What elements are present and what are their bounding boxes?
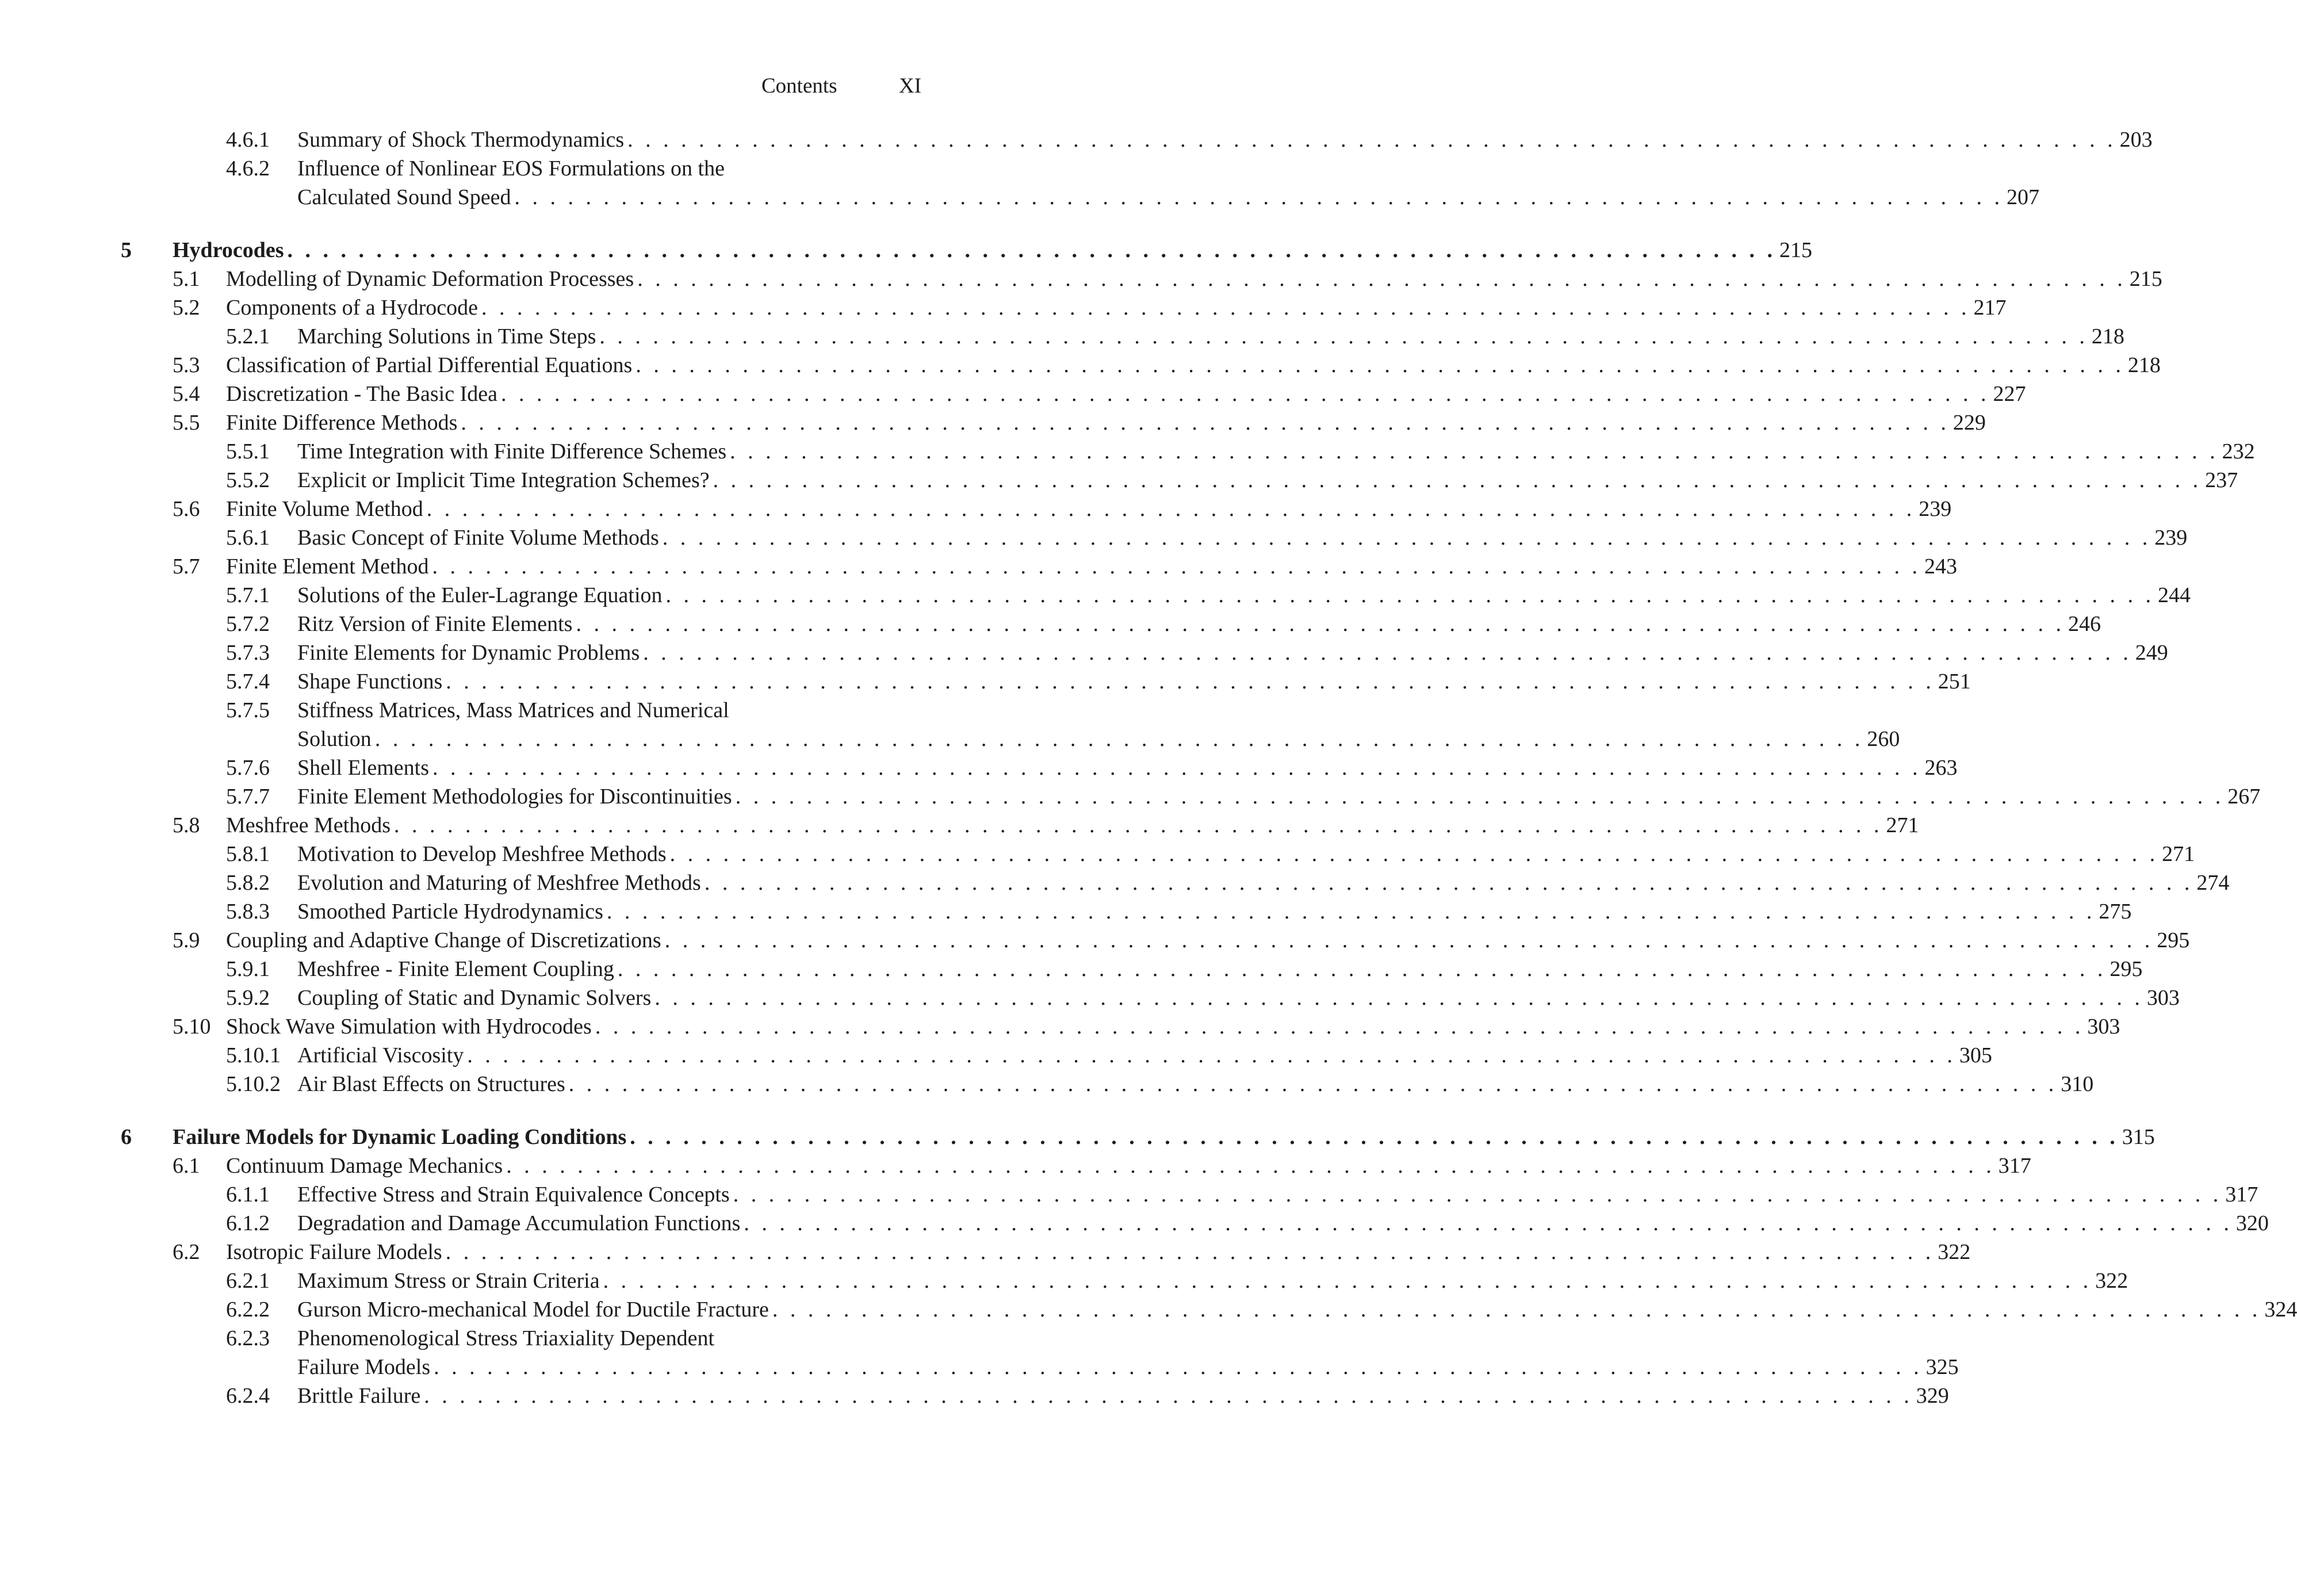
entry-page: 267 xyxy=(2227,784,2261,809)
dot-leader: . . . . . . . . . . . . . . . . . . . . . . . . . . . . . . . . . . . . . . . . . . . . . . . . . . . . . . . . . . . . . . . . . . . . . . . . . . . . . . . . . . . . xyxy=(665,583,2155,607)
entry-page: 295 xyxy=(2110,957,2143,981)
entry-title: Meshfree - Finite Element Coupling xyxy=(297,957,614,981)
entry-title: Air Blast Effects on Structures xyxy=(297,1072,565,1096)
entry-number: 5.8.1 xyxy=(226,842,270,866)
toc-entry[interactable] xyxy=(0,1238,1971,1266)
toc-entry[interactable] xyxy=(0,380,2026,408)
toc-entry[interactable] xyxy=(0,265,2162,293)
entry-number: 5.5.2 xyxy=(226,468,270,492)
entry-title: Finite Element Methodologies for Discontinuities xyxy=(297,784,732,809)
dot-leader: . . . . . . . . . . . . . . . . . . . . . . . . . . . . . . . . . . . . . . . . . . . . . . . . . . . . . . . . . . . . . . . . . . . . . . . . . . . . . . . . . . . . xyxy=(514,185,2003,209)
dot-leader: . . . . . . . . . . . . . . . . . . . . . . . . . . . . . . . . . . . . . . . . . . . . . . . . . . . . . . . . . . . . . . . . . . . . . . . . . . . . . . . . . . . . xyxy=(287,238,1777,262)
entry-title: Time Integration with Finite Difference Schemes xyxy=(297,439,727,464)
chapter-title: Hydrocodes xyxy=(173,238,284,262)
toc-entry[interactable] xyxy=(0,610,2101,638)
toc-entry[interactable] xyxy=(0,495,1952,523)
toc-entry[interactable] xyxy=(0,322,2124,351)
entry-page: 218 xyxy=(2127,353,2161,377)
entry-title: Gurson Micro-mechanical Model for Ductile Fracture xyxy=(297,1298,769,1322)
entry-number: 5.8 xyxy=(173,813,200,837)
entry-number: 5.1 xyxy=(173,267,200,291)
toc-entry[interactable] xyxy=(0,1295,2297,1324)
entry-page: 237 xyxy=(2205,468,2238,492)
entry-number: 5.8.2 xyxy=(226,871,270,895)
entry-number: 5.7.7 xyxy=(226,784,270,809)
dot-leader: . . . . . . . . . . . . . . . . . . . . . . . . . . . . . . . . . . . . . . . . . . . . . . . . . . . . . . . . . . . . . . . . . . . . . . . . . . . . . . . . . . . . xyxy=(654,986,2143,1010)
entry-page: 315 xyxy=(2122,1125,2155,1149)
dot-leader: . . . . . . . . . . . . . . . . . . . . . . . . . . . . . . . . . . . . . . . . . . . . . . . . . . . . . . . . . . . . . . . . . . . . . . . . . . . . . . . . . . . . xyxy=(576,612,2065,636)
entry-page: 325 xyxy=(1925,1355,1959,1379)
entry-page: 324 xyxy=(2264,1298,2297,1322)
toc-entry[interactable] xyxy=(0,1324,1057,1353)
dot-leader: . . . . . . . . . . . . . . . . . . . . . . . . . . . . . . . . . . . . . . . . . . . . . . . . . . . . . . . . . . . . . . . . . . . . . . . . . . . . . . . . . . . . xyxy=(603,1269,2092,1293)
entry-title: Explicit or Implicit Time Integration Schemes? xyxy=(297,468,710,492)
entry-title: Solution xyxy=(297,727,372,751)
dot-leader: . . . . . . . . . . . . . . . . . . . . . . . . . . . . . . . . . . . . . . . . . . . . . . . . . . . . . . . . . . . . . . . . . . . . . . . . . . . . . . . . . . . . xyxy=(506,1154,1995,1178)
entry-number: 5.5.1 xyxy=(226,439,270,464)
dot-leader: . . . . . . . . . . . . . . . . . . . . . . . . . . . . . . . . . . . . . . . . . . . . . . . . . . . . . . . . . . . . . . . . . . . . . . . . . . . . . . . . . . . . xyxy=(393,813,1883,837)
entry-page: 217 xyxy=(1973,296,2007,320)
entry-page: 227 xyxy=(1993,382,2026,406)
entry-title: Effective Stress and Strain Equivalence Concepts xyxy=(297,1182,730,1207)
entry-page: 260 xyxy=(1867,727,1900,751)
entry-page: 317 xyxy=(2225,1182,2258,1207)
entry-number: 5.8.3 xyxy=(226,900,270,924)
dot-leader: . . . . . . . . . . . . . . . . . . . . . . . . . . . . . . . . . . . . . . . . . . . . . . . . . . . . . . . . . . . . . . . . . . . . . . . . . . . . . . . . . . . . xyxy=(635,353,2124,377)
entry-number: 5.9 xyxy=(173,928,200,952)
dot-leader: . . . . . . . . . . . . . . . . . . . . . . . . . . . . . . . . . . . . . . . . . . . . . . . . . . . . . . . . . . . . . . . . . . . . . . . . . . . . . . . . . . . . xyxy=(606,900,2096,924)
entry-title: Shock Wave Simulation with Hydrocodes xyxy=(226,1015,592,1039)
dot-leader: . . . . . . . . . . . . . . . . . . . . . . . . . . . . . . . . . . . . . . . . . . . . . . . . . . . . . . . . . . . . . . . . . . . . . . . . . . . . . . . . . . . . xyxy=(424,1384,1913,1408)
entry-title: Marching Solutions in Time Steps xyxy=(297,324,596,349)
entry-number: 5.7.1 xyxy=(226,583,270,607)
entry-title: Maximum Stress or Strain Criteria xyxy=(297,1269,600,1293)
entry-number: 5.10.1 xyxy=(226,1043,281,1067)
entry-page: 303 xyxy=(2087,1015,2120,1039)
toc-entry-continuation[interactable] xyxy=(0,725,1900,753)
entry-title: Ritz Version of Finite Elements xyxy=(297,612,573,636)
entry-page: 239 xyxy=(1919,497,1952,521)
entry-page: 232 xyxy=(2222,439,2255,464)
toc-entry[interactable] xyxy=(0,983,2180,1012)
toc-entry[interactable] xyxy=(0,1041,1992,1070)
entry-page: 249 xyxy=(2135,641,2168,665)
dot-leader: . . . . . . . . . . . . . . . . . . . . . . . . . . . . . . . . . . . . . . . . . . . . . . . . . . . . . . . . . . . . . . . . . . . . . . . . . . . . . . . . . . . . xyxy=(664,928,2154,952)
entry-title: Coupling and Adaptive Change of Discretizations xyxy=(226,928,661,952)
dot-leader: . . . . . . . . . . . . . . . . . . . . . . . . . . . . . . . . . . . . . . . . . . . . . . . . . . . . . . . . . . . . . . . . . . . . . . . . . . . . . . . . . . . . xyxy=(426,497,1916,521)
toc-entry[interactable] xyxy=(0,1151,2031,1180)
entry-page: 243 xyxy=(1924,554,1958,579)
entry-number: 6.2.4 xyxy=(226,1384,270,1408)
toc-entry[interactable] xyxy=(0,696,1057,725)
entry-page: 215 xyxy=(1779,238,1813,262)
entry-number: 5.4 xyxy=(173,382,200,406)
entry-title: Components of a Hydrocode xyxy=(226,296,478,320)
entry-title: Degradation and Damage Accumulation Functions xyxy=(297,1211,741,1235)
entry-number: 5.7.2 xyxy=(226,612,270,636)
dot-leader: . . . . . . . . . . . . . . . . . . . . . . . . . . . . . . . . . . . . . . . . . . . . . . . . . . . . . . . . . . . . . . . . . . . . . . . . . . . . . . . . . . . . xyxy=(481,296,1970,320)
entry-title: Summary of Shock Thermodynamics xyxy=(297,128,625,152)
toc-entry[interactable] xyxy=(0,351,2161,380)
entry-page: 203 xyxy=(2119,128,2153,152)
dot-leader: . . . . . . . . . . . . . . . . . . . . . . . . . . . . . . . . . . . . . . . . . . . . . . . . . . . . . . . . . . . . . . . . . . . . . . . . . . . . . . . . . . . . xyxy=(733,1182,2222,1207)
running-header-title: Contents xyxy=(761,74,837,98)
entry-number: 5.9.1 xyxy=(226,957,270,981)
toc-entry[interactable] xyxy=(0,154,1057,183)
dot-leader: . . . . . . . . . . . . . . . . . . . . . . . . . . . . . . . . . . . . . . . . . . . . . . . . . . . . . . . . . . . . . . . . . . . . . . . . . . . . . . . . . . . . xyxy=(744,1211,2233,1235)
entry-number: 6.2.2 xyxy=(226,1298,270,1322)
toc-entry[interactable] xyxy=(0,955,2143,983)
entry-page: 246 xyxy=(2068,612,2101,636)
entry-title: Stiffness Matrices, Mass Matrices and Numerical xyxy=(297,698,729,722)
toc-entry[interactable] xyxy=(0,1381,1949,1410)
entry-page: 274 xyxy=(2196,871,2230,895)
toc-entry[interactable] xyxy=(0,811,1919,840)
entry-number: 5.5 xyxy=(173,411,200,435)
entry-title: Brittle Failure xyxy=(297,1384,421,1408)
entry-page: 244 xyxy=(2158,583,2191,607)
entry-title: Discretization - The Basic Idea xyxy=(226,382,497,406)
entry-title: Solutions of the Euler-Lagrange Equation xyxy=(297,583,663,607)
dot-leader: . . . . . . . . . . . . . . . . . . . . . . . . . . . . . . . . . . . . . . . . . . . . . . . . . . . . . . . . . . . . . . . . . . . . . . . . . . . . . . . . . . . . xyxy=(445,1240,1935,1264)
entry-title: Smoothed Particle Hydrodynamics xyxy=(297,900,603,924)
entry-page: 320 xyxy=(2235,1211,2269,1235)
entry-number: 5.10 xyxy=(173,1015,211,1039)
entry-number: 5.2.1 xyxy=(226,324,270,349)
entry-title: Shape Functions xyxy=(297,669,443,694)
entry-title: Finite Difference Methods xyxy=(226,411,458,435)
entry-page: 310 xyxy=(2061,1072,2094,1096)
entry-page: 303 xyxy=(2146,986,2180,1010)
dot-leader: . . . . . . . . . . . . . . . . . . . . . . . . . . . . . . . . . . . . . . . . . . . . . . . . . . . . . . . . . . . . . . . . . . . . . . . . . . . . . . . . . . . . xyxy=(704,871,2193,895)
toc-entry[interactable] xyxy=(0,926,2190,955)
entry-title: Evolution and Maturing of Meshfree Methods xyxy=(297,871,701,895)
toc-entry[interactable] xyxy=(0,897,2132,926)
entry-number: 5.6.1 xyxy=(226,526,270,550)
entry-title: Finite Elements for Dynamic Problems xyxy=(297,641,640,665)
entry-page: 218 xyxy=(2091,324,2124,349)
dot-leader: . . . . . . . . . . . . . . . . . . . . . . . . . . . . . . . . . . . . . . . . . . . . . . . . . . . . . . . . . . . . . . . . . . . . . . . . . . . . . . . . . . . . xyxy=(730,439,2219,464)
toc-entry[interactable] xyxy=(0,125,2153,154)
dot-leader: . . . . . . . . . . . . . . . . . . . . . . . . . . . . . . . . . . . . . . . . . . . . . . . . . . . . . . . . . . . . . . . . . . . . . . . . . . . . . . . . . . . . xyxy=(595,1015,2084,1039)
toc-entry[interactable] xyxy=(0,753,1958,782)
dot-leader: . . . . . . . . . . . . . . . . . . . . . . . . . . . . . . . . . . . . . . . . . . . . . . . . . . . . . . . . . . . . . . . . . . . . . . . . . . . . . . . . . . . . xyxy=(568,1072,2058,1096)
dot-leader: . . . . . . . . . . . . . . . . . . . . . . . . . . . . . . . . . . . . . . . . . . . . . . . . . . . . . . . . . . . . . . . . . . . . . . . . . . . . . . . . . . . . xyxy=(374,727,1864,751)
entry-title: Classification of Partial Differential Equations xyxy=(226,353,633,377)
dot-leader: . . . . . . . . . . . . . . . . . . . . . . . . . . . . . . . . . . . . . . . . . . . . . . . . . . . . . . . . . . . . . . . . . . . . . . . . . . . . . . . . . . . . xyxy=(630,1125,2119,1149)
entry-number: 6.1 xyxy=(173,1154,200,1178)
entry-page: 317 xyxy=(1998,1154,2031,1178)
entry-page: 305 xyxy=(1959,1043,1992,1067)
entry-number: 5.7.6 xyxy=(226,756,270,780)
toc-entry[interactable] xyxy=(0,466,2238,495)
toc-entry[interactable] xyxy=(0,552,1958,581)
entry-page: 207 xyxy=(2006,185,2039,209)
entry-title: Motivation to Develop Meshfree Methods xyxy=(297,842,667,866)
entry-page: 239 xyxy=(2154,526,2188,550)
entry-number: 5.7.5 xyxy=(226,698,270,722)
entry-page: 263 xyxy=(1924,756,1958,780)
dot-leader: . . . . . . . . . . . . . . . . . . . . . . . . . . . . . . . . . . . . . . . . . . . . . . . . . . . . . . . . . . . . . . . . . . . . . . . . . . . . . . . . . . . . xyxy=(669,842,2159,866)
entry-page: 251 xyxy=(1938,669,1971,694)
entry-title: Phenomenological Stress Triaxiality Dependent xyxy=(297,1326,715,1350)
entry-number: 5.7.3 xyxy=(226,641,270,665)
toc-entry[interactable] xyxy=(0,523,2188,552)
dot-leader: . . . . . . . . . . . . . . . . . . . . . . . . . . . . . . . . . . . . . . . . . . . . . . . . . . . . . . . . . . . . . . . . . . . . . . . . . . . . . . . . . . . . xyxy=(735,784,2225,809)
dot-leader: . . . . . . . . . . . . . . . . . . . . . . . . . . . . . . . . . . . . . . . . . . . . . . . . . . . . . . . . . . . . . . . . . . . . . . . . . . . . . . . . . . . . xyxy=(643,641,2132,665)
entry-number: 4.6.1 xyxy=(226,128,270,152)
entry-number: 5.7.4 xyxy=(226,669,270,694)
toc-entry[interactable] xyxy=(0,1070,2094,1099)
entry-page: 322 xyxy=(1938,1240,1971,1264)
dot-leader: . . . . . . . . . . . . . . . . . . . . . . . . . . . . . . . . . . . . . . . . . . . . . . . . . . . . . . . . . . . . . . . . . . . . . . . . . . . . . . . . . . . . xyxy=(617,957,2107,981)
toc-entry[interactable] xyxy=(0,437,2255,466)
entry-title: Failure Models xyxy=(297,1355,431,1379)
dot-leader: . . . . . . . . . . . . . . . . . . . . . . . . . . . . . . . . . . . . . . . . . . . . . . . . . . . . . . . . . . . . . . . . . . . . . . . . . . . . . . . . . . . . xyxy=(637,267,2126,291)
toc-entry[interactable] xyxy=(0,638,2168,667)
entry-number: 5.10.2 xyxy=(226,1072,281,1096)
toc-entry[interactable] xyxy=(0,868,2230,897)
entry-page: 271 xyxy=(1886,813,1919,837)
entry-number: 6.1.1 xyxy=(226,1182,270,1207)
toc-entry[interactable] xyxy=(0,1266,2128,1295)
entry-title: Finite Element Method xyxy=(226,554,429,579)
entry-title: Meshfree Methods xyxy=(226,813,391,837)
entry-page: 295 xyxy=(2157,928,2190,952)
entry-title: Artificial Viscosity xyxy=(297,1043,464,1067)
entry-title: Isotropic Failure Models xyxy=(226,1240,442,1264)
entry-page: 229 xyxy=(1953,411,1986,435)
dot-leader: . . . . . . . . . . . . . . . . . . . . . . . . . . . . . . . . . . . . . . . . . . . . . . . . . . . . . . . . . . . . . . . . . . . . . . . . . . . . . . . . . . . . xyxy=(772,1298,2261,1322)
toc-entry[interactable] xyxy=(0,408,1986,437)
entry-number: 5.7 xyxy=(173,554,200,579)
toc-entry[interactable] xyxy=(0,840,2195,868)
chapter-number: 5 xyxy=(121,238,132,262)
entry-title: Basic Concept of Finite Volume Methods xyxy=(297,526,659,550)
dot-leader: . . . . . . . . . . . . . . . . . . . . . . . . . . . . . . . . . . . . . . . . . . . . . . . . . . . . . . . . . . . . . . . . . . . . . . . . . . . . . . . . . . . . xyxy=(432,756,1921,780)
dot-leader: . . . . . . . . . . . . . . . . . . . . . . . . . . . . . . . . . . . . . . . . . . . . . . . . . . . . . . . . . . . . . . . . . . . . . . . . . . . . . . . . . . . . xyxy=(599,324,2088,349)
entry-number: 5.6 xyxy=(173,497,200,521)
toc-entry[interactable] xyxy=(0,1180,2258,1209)
toc-entry[interactable] xyxy=(0,1012,2120,1041)
entry-title: Continuum Damage Mechanics xyxy=(226,1154,503,1178)
toc-entry[interactable] xyxy=(0,782,2261,811)
entry-number: 6.1.2 xyxy=(226,1211,270,1235)
entry-page: 271 xyxy=(2162,842,2195,866)
toc-chapter[interactable] xyxy=(0,1123,2155,1151)
dot-leader: . . . . . . . . . . . . . . . . . . . . . . . . . . . . . . . . . . . . . . . . . . . . . . . . . . . . . . . . . . . . . . . . . . . . . . . . . . . . . . . . . . . . xyxy=(432,554,1921,579)
entry-number: 6.2.3 xyxy=(226,1326,270,1350)
dot-leader: . . . . . . . . . . . . . . . . . . . . . . . . . . . . . . . . . . . . . . . . . . . . . . . . . . . . . . . . . . . . . . . . . . . . . . . . . . . . . . . . . . . . xyxy=(662,526,2151,550)
toc-chapter[interactable] xyxy=(0,236,1813,265)
entry-title: Modelling of Dynamic Deformation Processes xyxy=(226,267,634,291)
entry-page: 322 xyxy=(2095,1269,2128,1293)
entry-page: 329 xyxy=(1916,1384,1949,1408)
entry-title: Coupling of Static and Dynamic Solvers xyxy=(297,986,652,1010)
entry-number: 6.2.1 xyxy=(226,1269,270,1293)
toc-entry[interactable] xyxy=(0,581,2191,610)
dot-leader: . . . . . . . . . . . . . . . . . . . . . . . . . . . . . . . . . . . . . . . . . . . . . . . . . . . . . . . . . . . . . . . . . . . . . . . . . . . . . . . . . . . . xyxy=(501,382,1990,406)
entry-title: Shell Elements xyxy=(297,756,430,780)
toc-entry[interactable] xyxy=(0,1209,2269,1238)
entry-number: 6.2 xyxy=(173,1240,200,1264)
dot-leader: . . . . . . . . . . . . . . . . . . . . . . . . . . . . . . . . . . . . . . . . . . . . . . . . . . . . . . . . . . . . . . . . . . . . . . . . . . . . . . . . . . . . xyxy=(446,669,1935,694)
chapter-number: 6 xyxy=(121,1125,132,1149)
entry-title: Finite Volume Method xyxy=(226,497,423,521)
entry-title: Calculated Sound Speed xyxy=(297,185,511,209)
toc-entry[interactable] xyxy=(0,293,2007,322)
running-header-page-number: XI xyxy=(899,74,922,98)
dot-leader: . . . . . . . . . . . . . . . . . . . . . . . . . . . . . . . . . . . . . . . . . . . . . . . . . . . . . . . . . . . . . . . . . . . . . . . . . . . . . . . . . . . . xyxy=(467,1043,1956,1067)
dot-leader: . . . . . . . . . . . . . . . . . . . . . . . . . . . . . . . . . . . . . . . . . . . . . . . . . . . . . . . . . . . . . . . . . . . . . . . . . . . . . . . . . . . . xyxy=(713,468,2202,492)
entry-number: 5.2 xyxy=(173,296,200,320)
entry-number: 5.9.2 xyxy=(226,986,270,1010)
dot-leader: . . . . . . . . . . . . . . . . . . . . . . . . . . . . . . . . . . . . . . . . . . . . . . . . . . . . . . . . . . . . . . . . . . . . . . . . . . . . . . . . . . . . xyxy=(434,1355,1923,1379)
entry-title: Influence of Nonlinear EOS Formulations on the xyxy=(297,156,725,181)
entry-page: 215 xyxy=(2129,267,2162,291)
chapter-title: Failure Models for Dynamic Loading Conditions xyxy=(173,1125,627,1149)
entry-page: 275 xyxy=(2099,900,2132,924)
dot-leader: . . . . . . . . . . . . . . . . . . . . . . . . . . . . . . . . . . . . . . . . . . . . . . . . . . . . . . . . . . . . . . . . . . . . . . . . . . . . . . . . . . . . xyxy=(461,411,1950,435)
dot-leader: . . . . . . . . . . . . . . . . . . . . . . . . . . . . . . . . . . . . . . . . . . . . . . . . . . . . . . . . . . . . . . . . . . . . . . . . . . . . . . . . . . . . xyxy=(627,128,2116,152)
entry-number: 5.3 xyxy=(173,353,200,377)
toc-entry-continuation[interactable] xyxy=(0,183,2039,212)
toc-entry-continuation[interactable] xyxy=(0,1353,1959,1381)
toc-entry[interactable] xyxy=(0,667,1971,696)
entry-number: 4.6.2 xyxy=(226,156,270,181)
